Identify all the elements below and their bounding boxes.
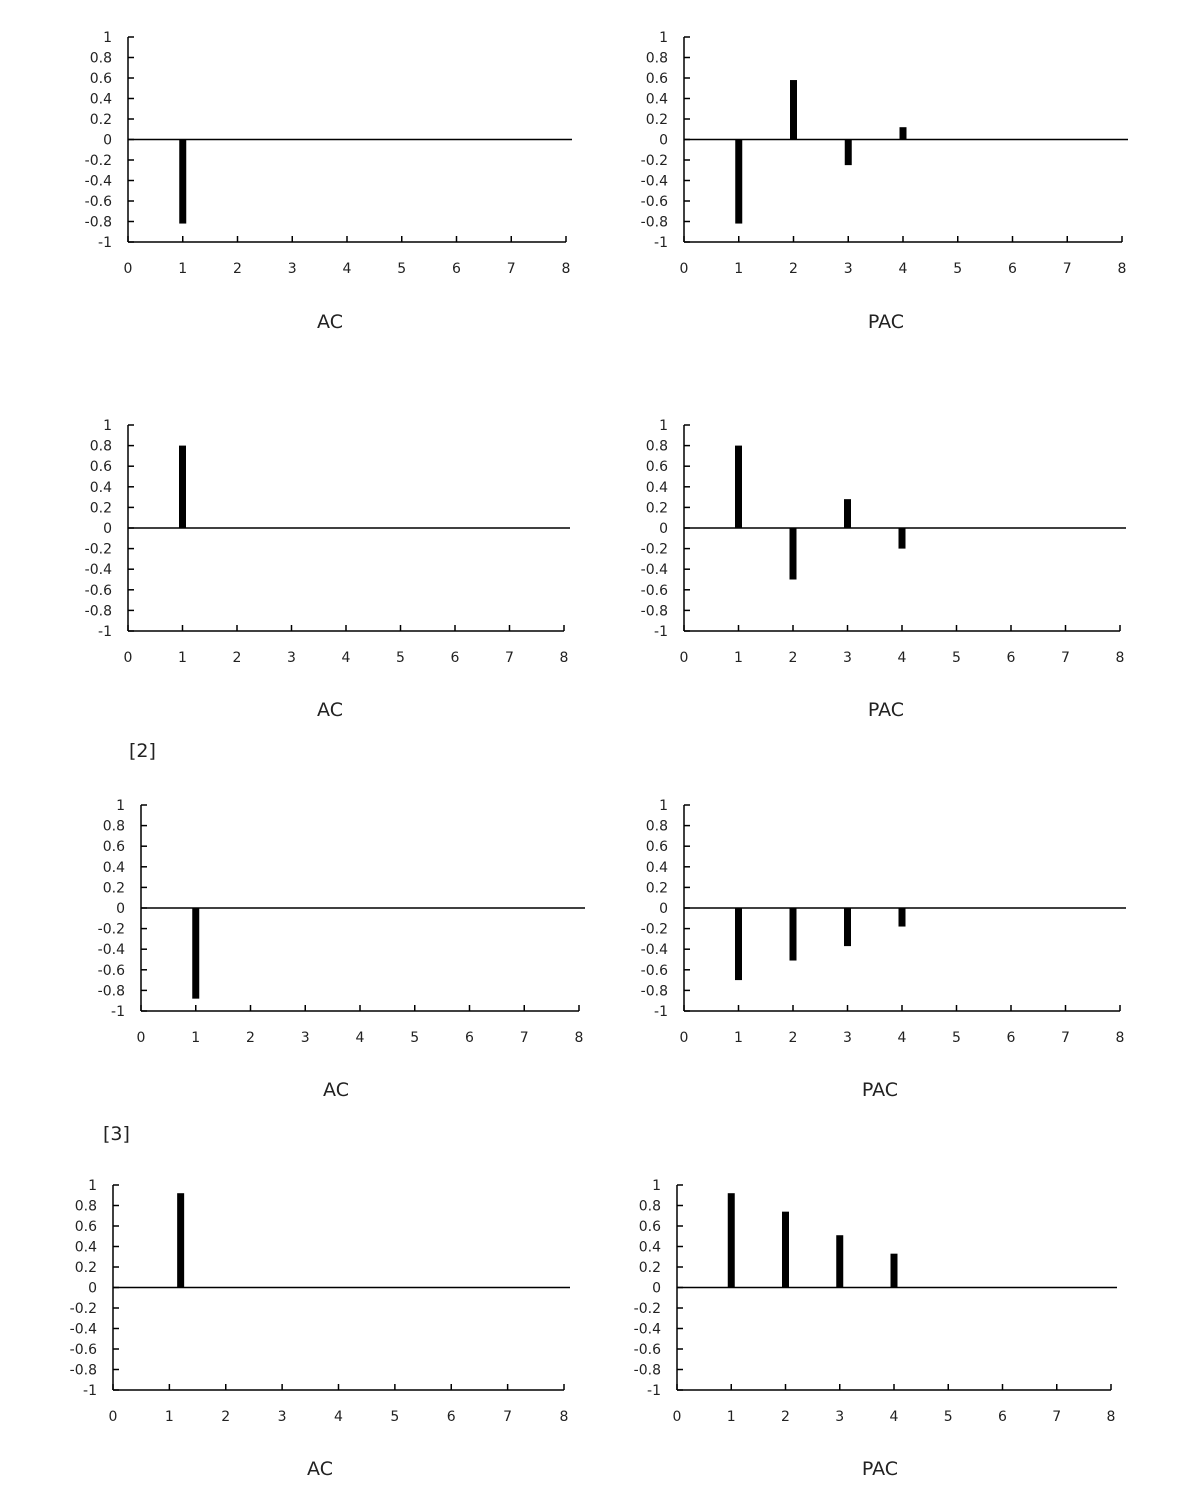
x-tick-label: 0	[679, 650, 689, 666]
y-tick-label: 0.2	[645, 880, 668, 897]
y-tick-label: 0.4	[89, 91, 112, 108]
x-tick-label: 5	[953, 261, 963, 277]
x-tick-label: 1	[164, 1409, 174, 1425]
x-tick-label: 4	[355, 1030, 365, 1046]
x-tick-label: 2	[788, 650, 798, 666]
y-tick-label: -0.2	[69, 1301, 97, 1317]
x-tick-label: 1	[734, 261, 744, 277]
y-tick-label: -1	[654, 624, 668, 640]
bar-lag-4	[891, 1254, 898, 1288]
x-tick-label: 6	[446, 1409, 456, 1425]
y-tick-label: -0.6	[84, 582, 112, 599]
y-tick-label: 0.4	[74, 1239, 97, 1256]
y-tick-label: -0.4	[640, 562, 668, 579]
x-tick-label: 5	[397, 261, 407, 277]
y-tick-label: 0.8	[102, 818, 125, 835]
bar-lag-1	[177, 1193, 184, 1287]
x-tick-label: 2	[788, 1030, 798, 1046]
bar-lag-3	[836, 1235, 843, 1287]
y-tick-label: -0.8	[640, 983, 668, 1000]
section-label: [2]	[129, 740, 156, 762]
chart-panel-6	[641, 798, 1126, 1101]
panel-caption: PAC	[861, 1458, 899, 1480]
y-tick-label: -1	[654, 1004, 668, 1020]
y-tick-label: 0.6	[89, 459, 112, 476]
bar-lag-3	[844, 908, 851, 946]
panel-caption: PAC	[867, 699, 905, 721]
panel-caption: PAC	[867, 311, 905, 333]
panel-caption: AC	[307, 1458, 333, 1480]
y-tick-label: 0.8	[645, 818, 668, 835]
x-tick-label: 0	[123, 261, 133, 277]
x-tick-label: 1	[178, 261, 188, 277]
x-tick-label: 6	[1006, 650, 1016, 666]
bar-lag-1	[179, 446, 186, 528]
y-tick-label: 0.8	[645, 438, 668, 455]
y-tick-label: 0.2	[89, 500, 112, 517]
y-tick-label: -0.2	[640, 921, 668, 938]
bar-lag-1	[179, 140, 186, 224]
x-tick-label: 3	[277, 1409, 287, 1425]
y-tick-label: 1	[652, 1178, 661, 1194]
y-tick-label: 0.8	[645, 50, 668, 67]
chart-panel-8	[634, 1178, 1117, 1480]
x-tick-label: 2	[246, 1030, 255, 1046]
y-tick-label: 0.8	[74, 1198, 97, 1215]
bar-lag-1	[192, 908, 199, 999]
y-tick-label: 0	[103, 521, 112, 537]
x-tick-label: 4	[897, 650, 907, 666]
x-tick-label: 5	[943, 1409, 953, 1425]
bar-lag-2	[782, 1212, 789, 1288]
y-tick-label: 0	[88, 1280, 97, 1297]
y-tick-label: 1	[116, 798, 125, 814]
panel-caption: AC	[317, 699, 343, 721]
y-tick-label: 0.4	[89, 479, 112, 496]
x-tick-label: 2	[232, 650, 242, 666]
y-tick-label: -1	[111, 1004, 125, 1020]
y-tick-label: 0	[659, 132, 668, 149]
y-tick-label: -0.6	[84, 194, 112, 210]
x-tick-label: 7	[1062, 261, 1072, 277]
y-tick-label: -0.2	[84, 153, 112, 169]
x-tick-label: 1	[178, 650, 187, 666]
x-tick-label: 7	[1052, 1409, 1062, 1425]
x-tick-label: 6	[450, 650, 460, 666]
y-tick-label: 0.6	[638, 1219, 661, 1235]
x-tick-label: 3	[287, 650, 296, 666]
y-tick-label: -0.6	[640, 582, 668, 599]
bar-lag-1	[735, 446, 742, 528]
x-tick-label: 0	[672, 1409, 682, 1425]
x-tick-label: 3	[835, 1409, 845, 1425]
bar-lag-2	[790, 908, 797, 961]
x-tick-label: 3	[843, 261, 853, 277]
y-tick-label: 0.4	[645, 91, 668, 108]
y-tick-label: 1	[659, 30, 668, 46]
y-tick-label: 0.2	[89, 112, 112, 128]
bar-lag-3	[845, 140, 852, 166]
y-tick-label: -0.8	[84, 214, 112, 231]
y-tick-label: 0.4	[102, 859, 125, 876]
panel-caption: AC	[323, 1079, 349, 1101]
x-tick-label: 5	[952, 650, 961, 666]
y-tick-label: -0.8	[640, 603, 668, 620]
y-tick-label: 0.2	[74, 1260, 97, 1276]
y-tick-label: 0	[659, 901, 668, 917]
chart-panel-5	[98, 798, 585, 1101]
x-tick-label: 0	[679, 1030, 689, 1046]
x-tick-label: 8	[559, 1409, 569, 1425]
x-tick-label: 4	[889, 1409, 899, 1425]
bar-lag-2	[790, 528, 797, 580]
x-tick-label: 4	[341, 650, 351, 666]
y-tick-label: 0.2	[638, 1260, 661, 1276]
y-tick-label: 1	[659, 418, 668, 434]
y-tick-label: -0.2	[633, 1301, 661, 1317]
x-tick-label: 6	[452, 261, 461, 277]
y-tick-label: -0.8	[640, 214, 668, 231]
y-tick-label: -0.8	[633, 1362, 661, 1379]
y-tick-label: -0.4	[84, 562, 112, 579]
y-tick-label: 0.6	[645, 839, 668, 856]
x-tick-label: 5	[952, 1030, 961, 1046]
panel-caption: AC	[317, 311, 343, 333]
y-tick-label: 0.6	[645, 71, 668, 87]
x-tick-label: 8	[1106, 1409, 1116, 1425]
x-tick-label: 7	[519, 1030, 529, 1046]
bar-lag-4	[900, 127, 907, 139]
chart-panel-7	[70, 1178, 570, 1480]
x-tick-label: 0	[136, 1030, 146, 1046]
bar-lag-3	[844, 499, 851, 528]
x-tick-label: 3	[287, 261, 297, 277]
y-tick-label: 0	[652, 1280, 661, 1297]
y-tick-label: -0.4	[640, 173, 668, 190]
chart-panel-3	[85, 418, 570, 721]
x-tick-label: 5	[390, 1409, 400, 1425]
y-tick-label: -0.6	[633, 1342, 661, 1358]
y-tick-label: -1	[98, 624, 112, 640]
y-tick-label: -0.2	[97, 921, 125, 938]
x-tick-label: 6	[465, 1030, 474, 1046]
x-tick-label: 8	[1115, 650, 1125, 666]
x-tick-label: 4	[342, 261, 352, 277]
y-tick-label: 1	[103, 418, 112, 434]
x-tick-label: 8	[1115, 1030, 1125, 1046]
y-tick-label: 1	[103, 30, 112, 46]
bar-lag-2	[790, 80, 797, 139]
y-tick-label: 0.8	[638, 1198, 661, 1215]
x-tick-label: 7	[1061, 650, 1070, 666]
x-tick-label: 3	[300, 1030, 310, 1046]
y-tick-label: -0.2	[84, 541, 112, 558]
x-tick-label: 1	[726, 1409, 736, 1425]
bar-lag-1	[728, 1193, 735, 1287]
y-tick-label: -0.2	[640, 153, 668, 169]
x-tick-label: 7	[505, 650, 514, 666]
y-tick-label: -0.4	[69, 1321, 97, 1338]
y-tick-label: -0.2	[640, 541, 668, 558]
section-label: [3]	[103, 1123, 130, 1145]
bar-lag-1	[735, 140, 742, 224]
y-tick-label: 0.6	[645, 459, 668, 476]
x-tick-label: 4	[334, 1409, 343, 1425]
x-tick-label: 7	[503, 1409, 513, 1425]
y-tick-label: -0.4	[640, 942, 668, 959]
y-tick-label: 0.6	[74, 1219, 97, 1235]
x-tick-label: 6	[1008, 261, 1017, 277]
x-tick-label: 2	[221, 1409, 231, 1425]
x-tick-label: 1	[734, 650, 743, 666]
y-tick-label: 0.4	[645, 859, 668, 876]
x-tick-label: 4	[897, 1030, 907, 1046]
y-tick-label: 1	[88, 1178, 97, 1194]
x-tick-label: 3	[843, 650, 852, 666]
bar-lag-1	[735, 908, 742, 980]
y-tick-label: 0.4	[638, 1239, 661, 1256]
y-tick-label: 0	[116, 901, 125, 917]
x-tick-label: 7	[506, 261, 516, 277]
x-tick-label: 6	[998, 1409, 1007, 1425]
x-tick-label: 8	[561, 261, 571, 277]
y-tick-label: -0.6	[69, 1342, 97, 1358]
x-tick-label: 2	[781, 1409, 790, 1425]
bar-lag-4	[899, 528, 906, 549]
y-tick-label: -1	[654, 235, 668, 251]
x-tick-label: 7	[1061, 1030, 1070, 1046]
y-tick-label: 0	[103, 132, 112, 149]
y-tick-label: -0.6	[97, 962, 125, 979]
y-tick-label: 0.8	[89, 438, 112, 455]
chart-panel-4	[641, 418, 1126, 721]
y-tick-label: -0.4	[84, 173, 112, 190]
y-tick-label: -0.4	[633, 1321, 661, 1338]
x-tick-label: 1	[191, 1030, 201, 1046]
y-tick-label: -1	[98, 235, 112, 251]
y-tick-label: 0.4	[645, 479, 668, 496]
y-tick-label: 0.6	[89, 71, 112, 87]
y-tick-label: 0.2	[645, 112, 668, 128]
x-tick-label: 2	[789, 261, 798, 277]
y-tick-label: -0.8	[97, 983, 125, 1000]
y-tick-label: -0.8	[84, 603, 112, 620]
y-tick-label: 0.8	[89, 50, 112, 67]
x-tick-label: 2	[233, 261, 242, 277]
x-tick-label: 3	[843, 1030, 852, 1046]
y-tick-label: -0.6	[640, 194, 668, 210]
x-tick-label: 0	[108, 1409, 118, 1425]
x-tick-label: 0	[679, 261, 689, 277]
y-tick-label: 1	[659, 798, 668, 814]
y-tick-label: 0.2	[102, 880, 125, 897]
y-tick-label: 0.2	[645, 500, 668, 517]
chart-panel-1	[85, 30, 572, 333]
bar-lag-4	[899, 908, 906, 927]
x-tick-label: 4	[898, 261, 908, 277]
x-tick-label: 0	[123, 650, 133, 666]
y-tick-label: -1	[647, 1383, 661, 1399]
y-tick-label: -0.8	[69, 1362, 97, 1379]
x-tick-label: 8	[574, 1030, 584, 1046]
x-tick-label: 8	[559, 650, 569, 666]
y-tick-label: -0.4	[97, 942, 125, 959]
y-tick-label: 0	[659, 521, 668, 537]
x-tick-label: 5	[410, 1030, 420, 1046]
y-tick-label: 0.6	[102, 839, 125, 856]
panel-caption: PAC	[861, 1079, 899, 1101]
y-tick-label: -1	[83, 1383, 97, 1399]
x-tick-label: 5	[396, 650, 405, 666]
chart-panel-2	[641, 30, 1128, 333]
x-tick-label: 6	[1006, 1030, 1016, 1046]
y-tick-label: -0.6	[640, 962, 668, 979]
x-tick-label: 1	[734, 1030, 743, 1046]
x-tick-label: 8	[1117, 261, 1127, 277]
